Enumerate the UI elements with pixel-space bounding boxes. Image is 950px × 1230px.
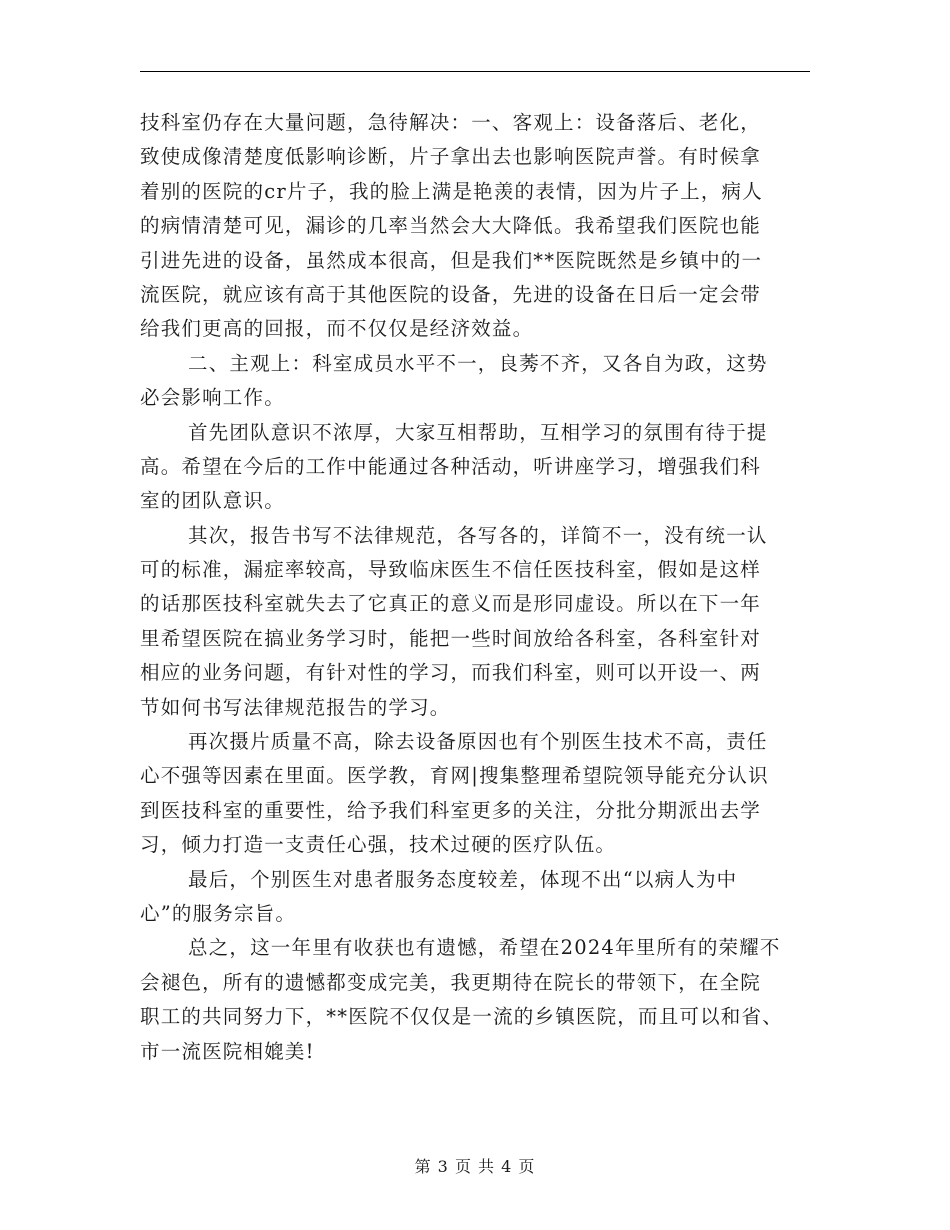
text-line: 流医院，就应该有高于其他医院的设备，先进的设备在日后一定会带 bbox=[140, 282, 762, 306]
text-line: 给我们更高的回报，而不仅仅是经济效益。 bbox=[140, 317, 534, 341]
text-line: 会褪色，所有的遗憾都变成完美，我更期待在院长的带领下，在全院 bbox=[140, 970, 762, 994]
text-line: 里希望医院在搞业务学习时，能把一些时间放给各科室，各科室针对 bbox=[140, 626, 762, 650]
text-line: 总之，这一年里有收获也有遗憾，希望在2024年里所有的荣耀不 bbox=[188, 936, 781, 960]
page-footer: 第 3 页 共 4 页 bbox=[414, 1157, 536, 1176]
text-line: 致使成像清楚度低影响诊断，片子拿出去也影响医院声誉。有时候拿 bbox=[140, 145, 762, 169]
text-line: 着别的医院的cr片子，我的脸上满是艳羡的表情，因为片子上，病人 bbox=[140, 179, 763, 203]
document-body bbox=[140, 106, 815, 1069]
header-rule bbox=[140, 71, 810, 72]
text-line: 必会影响工作。 bbox=[140, 386, 285, 410]
text-line: 其次，报告书写不法律规范，各写各的，详简不一，没有统一认 bbox=[188, 523, 768, 547]
text-line: 首先团队意识不浓厚，大家互相帮助，互相学习的氛围有待于提 bbox=[188, 420, 768, 444]
text-line: 心”的服务宗旨。 bbox=[140, 901, 297, 925]
text-line: 职工的共同努力下，**医院不仅仅是一流的乡镇医院，而且可以和省、 bbox=[140, 1005, 783, 1029]
text-line: 高。希望在今后的工作中能通过各种活动，听讲座学习，增强我们科 bbox=[140, 454, 762, 478]
text-line: 二、主观上：科室成员水平不一，良莠不齐，又各自为政，这势 bbox=[188, 351, 768, 375]
text-line: 可的标准，漏症率较高，导致临床医生不信任医技科室，假如是这样 bbox=[140, 558, 762, 582]
text-line: 最后，个别医生对患者服务态度较差，体现不出“以病人为中 bbox=[188, 867, 738, 891]
text-line: 相应的业务问题，有针对性的学习，而我们科室，则可以开设一、两 bbox=[140, 661, 762, 685]
text-line: 市一流医院相媲美! bbox=[140, 1039, 315, 1063]
text-line: 的话那医技科室就失去了它真正的意义而是形同虚设。所以在下一年 bbox=[140, 592, 762, 616]
text-line: 习，倾力打造一支责任心强，技术过硬的医疗队伍。 bbox=[140, 833, 617, 857]
text-line: 心不强等因素在里面。医学教，育网|搜集整理希望院领导能充分认识 bbox=[140, 764, 769, 788]
text-line: 再次摄片质量不高，除去设备原因也有个别医生技术不高，责任 bbox=[188, 730, 768, 754]
text-line: 技科室仍存在大量问题，急待解决：一、客观上：设备落后、老化， bbox=[140, 111, 762, 134]
text-line: 引进先进的设备，虽然成本很高，但是我们**医院既然是乡镇中的一 bbox=[140, 248, 763, 272]
text-line: 室的团队意识。 bbox=[140, 489, 285, 513]
text-line: 到医技科室的重要性，给予我们科室更多的关注，分批分期派出去学 bbox=[140, 798, 762, 822]
text-line: 的病情清楚可见，漏诊的几率当然会大大降低。我希望我们医院也能 bbox=[140, 214, 762, 238]
text-line: 节如何书写法律规范报告的学习。 bbox=[140, 695, 451, 719]
